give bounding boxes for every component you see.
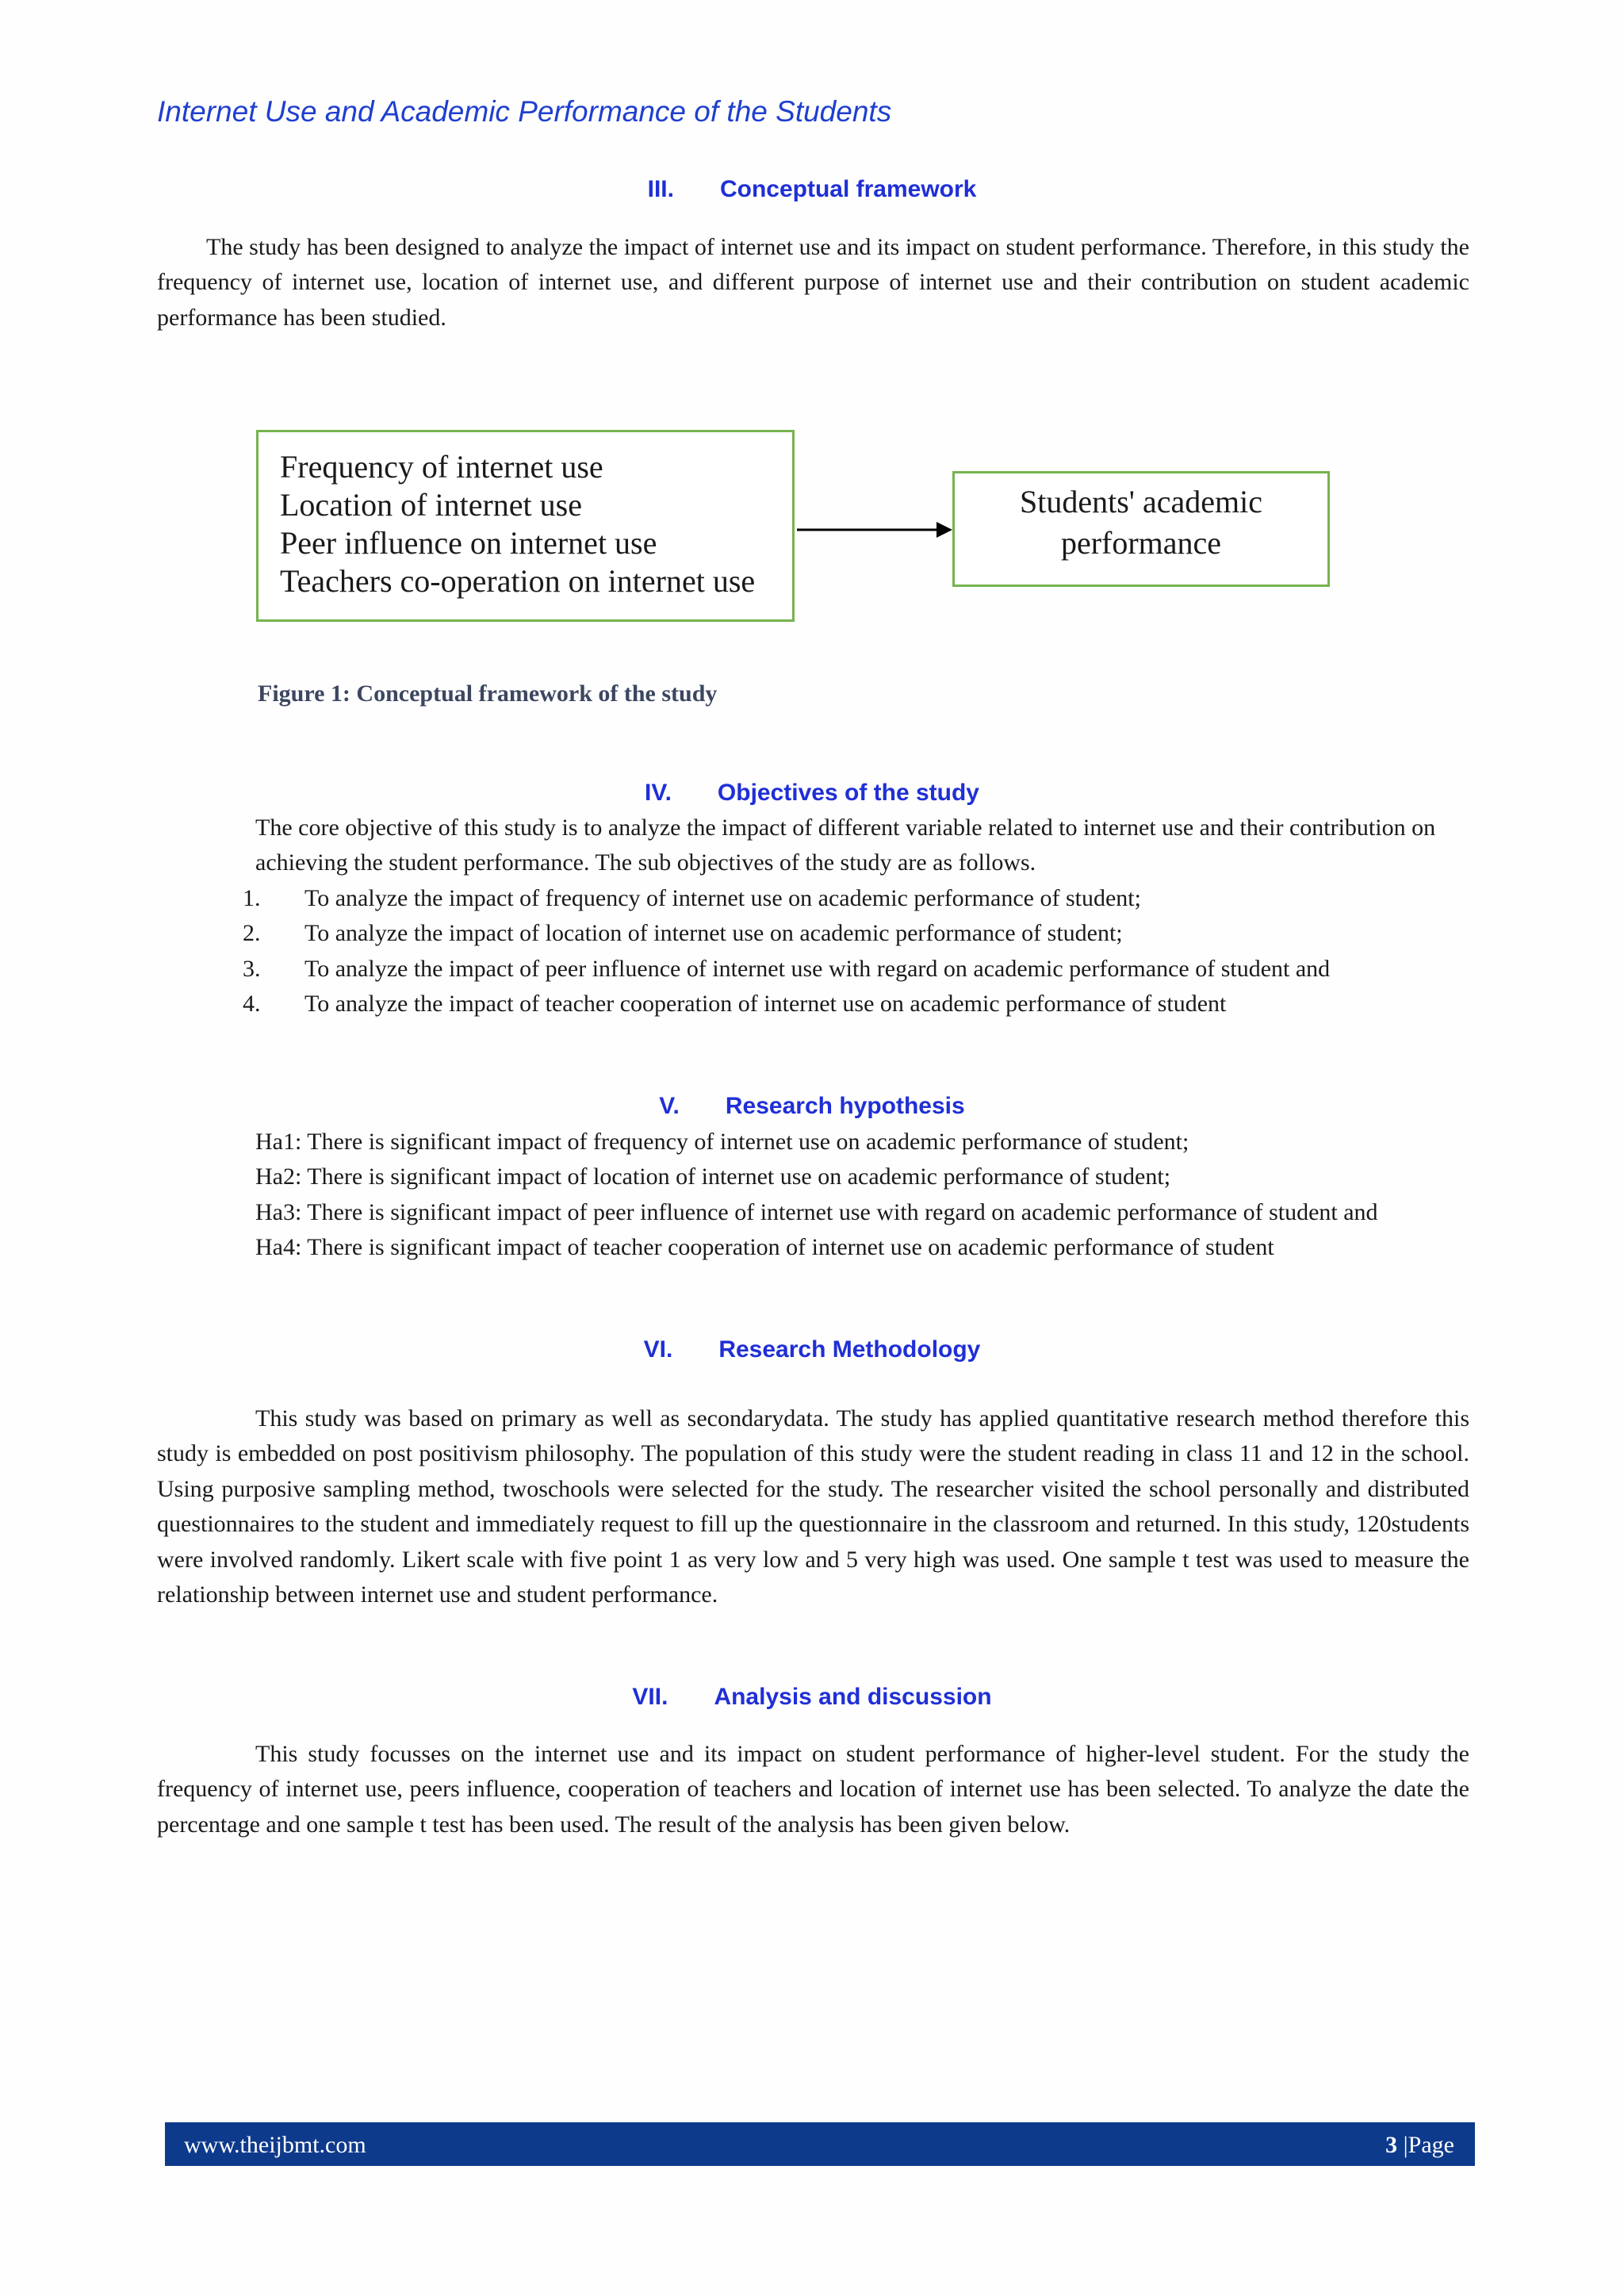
figure-left-line: Frequency of internet use — [280, 449, 603, 485]
list-item — [205, 881, 1457, 916]
hypotheses-list — [255, 1125, 1469, 1266]
list-text: To analyze the impact of teacher cooperation of internet use on academic performance of student — [304, 991, 1227, 1018]
footer-url[interactable]: www.theijbmt.com — [184, 2132, 366, 2158]
section-number: VII. — [632, 1684, 668, 1710]
figure-right-line: Students' academic — [1020, 484, 1262, 519]
figure-right-line: performance — [1060, 525, 1222, 561]
section-number: VI. — [643, 1336, 673, 1363]
list-number: 3. — [243, 955, 261, 982]
section-title: Objectives of the study — [717, 780, 979, 806]
objectives-intro: The core objective of this study is to analyze the impact of different variable related to internet use and their contribution on achieving the student performance. The sub objectives of the study are as follows. — [255, 815, 1436, 876]
figure-left-line: Peer influence on internet use — [280, 525, 657, 561]
conceptual-paragraph: The study has been designed to analyze the impact of internet use and its impact on student performance. Therefore, in this study the frequency of internet use, location of internet use, and different purpose of internet use and their contribution on student academic performance has been studied. — [157, 234, 1469, 331]
running-head: Internet Use and Academic Performance of the Students — [157, 95, 892, 128]
section-title: Analysis and discussion — [714, 1684, 992, 1710]
page-label: |Page — [1403, 2132, 1454, 2158]
hypothesis-item: Ha2: There is significant impact of location of internet use on academic performance of student; — [255, 1163, 1171, 1190]
footer-page — [1385, 2132, 1454, 2159]
hypothesis-item: Ha4: There is significant impact of teacher cooperation of internet use on academic performance of student — [255, 1234, 1274, 1261]
list-number: 2. — [243, 920, 261, 947]
figure-left-box — [256, 430, 795, 622]
analysis-paragraph: This study focusses on the internet use and its impact on student performance of higher-level student. For the study the frequency of internet use, peers influence, cooperation of teachers and location of internet use has been selected. To analyze the date the percentage and one sample t test has been used. The result of the analysis has been given below. — [157, 1741, 1469, 1838]
page-number: 3 — [1385, 2132, 1398, 2158]
section-title: Conceptual framework — [719, 176, 977, 202]
methodology-paragraph: This study was based on primary as well as secondarydata. The study has applied quantitative research method therefore this study is embedded on post positivism philosophy. The population of this study were the student reading in class 11 and 12 in the school. Using purposive sampling method, twoschools were selected for the study. The researcher visited the school personally and distributed questionnaires to the student and immediately request to fill up the questionnaire in the classroom and returned. In this study, 120students were involved randomly. Likert scale with five point 1 as very low and 5 very high was used. One sample t test was used to measure the relationship between internet use and student performance. — [157, 1405, 1469, 1608]
section-heading-hypothesis — [0, 1093, 1624, 1120]
list-number: 4. — [243, 991, 261, 1018]
section-number: IV. — [644, 780, 672, 806]
page-footer — [165, 2122, 1475, 2166]
section-heading-objectives — [0, 780, 1624, 807]
list-text: To analyze the impact of peer influence of internet use with regard on academic performance of student and — [304, 955, 1331, 982]
hypothesis-item: Ha3: There is significant impact of peer influence of internet use with regard on academic performance of student and — [255, 1198, 1378, 1225]
section-heading-methodology — [0, 1336, 1624, 1363]
hypothesis-item: Ha1: There is significant impact of frequency of internet use on academic performance of student; — [255, 1129, 1189, 1155]
figure-right-box — [952, 471, 1330, 587]
section-heading-conceptual — [0, 176, 1624, 203]
list-text: To analyze the impact of frequency of internet use on academic performance of student; — [304, 885, 1141, 911]
section-number: V. — [659, 1093, 680, 1119]
objectives-list — [205, 881, 1457, 1022]
list-text: To analyze the impact of location of internet use on academic performance of student; — [304, 920, 1123, 947]
section-title: Research hypothesis — [725, 1093, 965, 1119]
figure-left-line: Teachers co-operation on internet use — [280, 563, 756, 599]
list-item — [205, 916, 1457, 951]
section-number: III. — [647, 176, 674, 202]
section-heading-analysis — [0, 1684, 1624, 1711]
figure-left-line: Location of internet use — [280, 487, 582, 523]
section-title: Research Methodology — [718, 1336, 981, 1363]
list-number: 1. — [243, 885, 261, 911]
figure-arrow — [795, 516, 954, 544]
list-item — [205, 952, 1457, 987]
figure-caption: Figure 1: Conceptual framework of the study — [258, 680, 718, 707]
list-item — [205, 987, 1457, 1022]
